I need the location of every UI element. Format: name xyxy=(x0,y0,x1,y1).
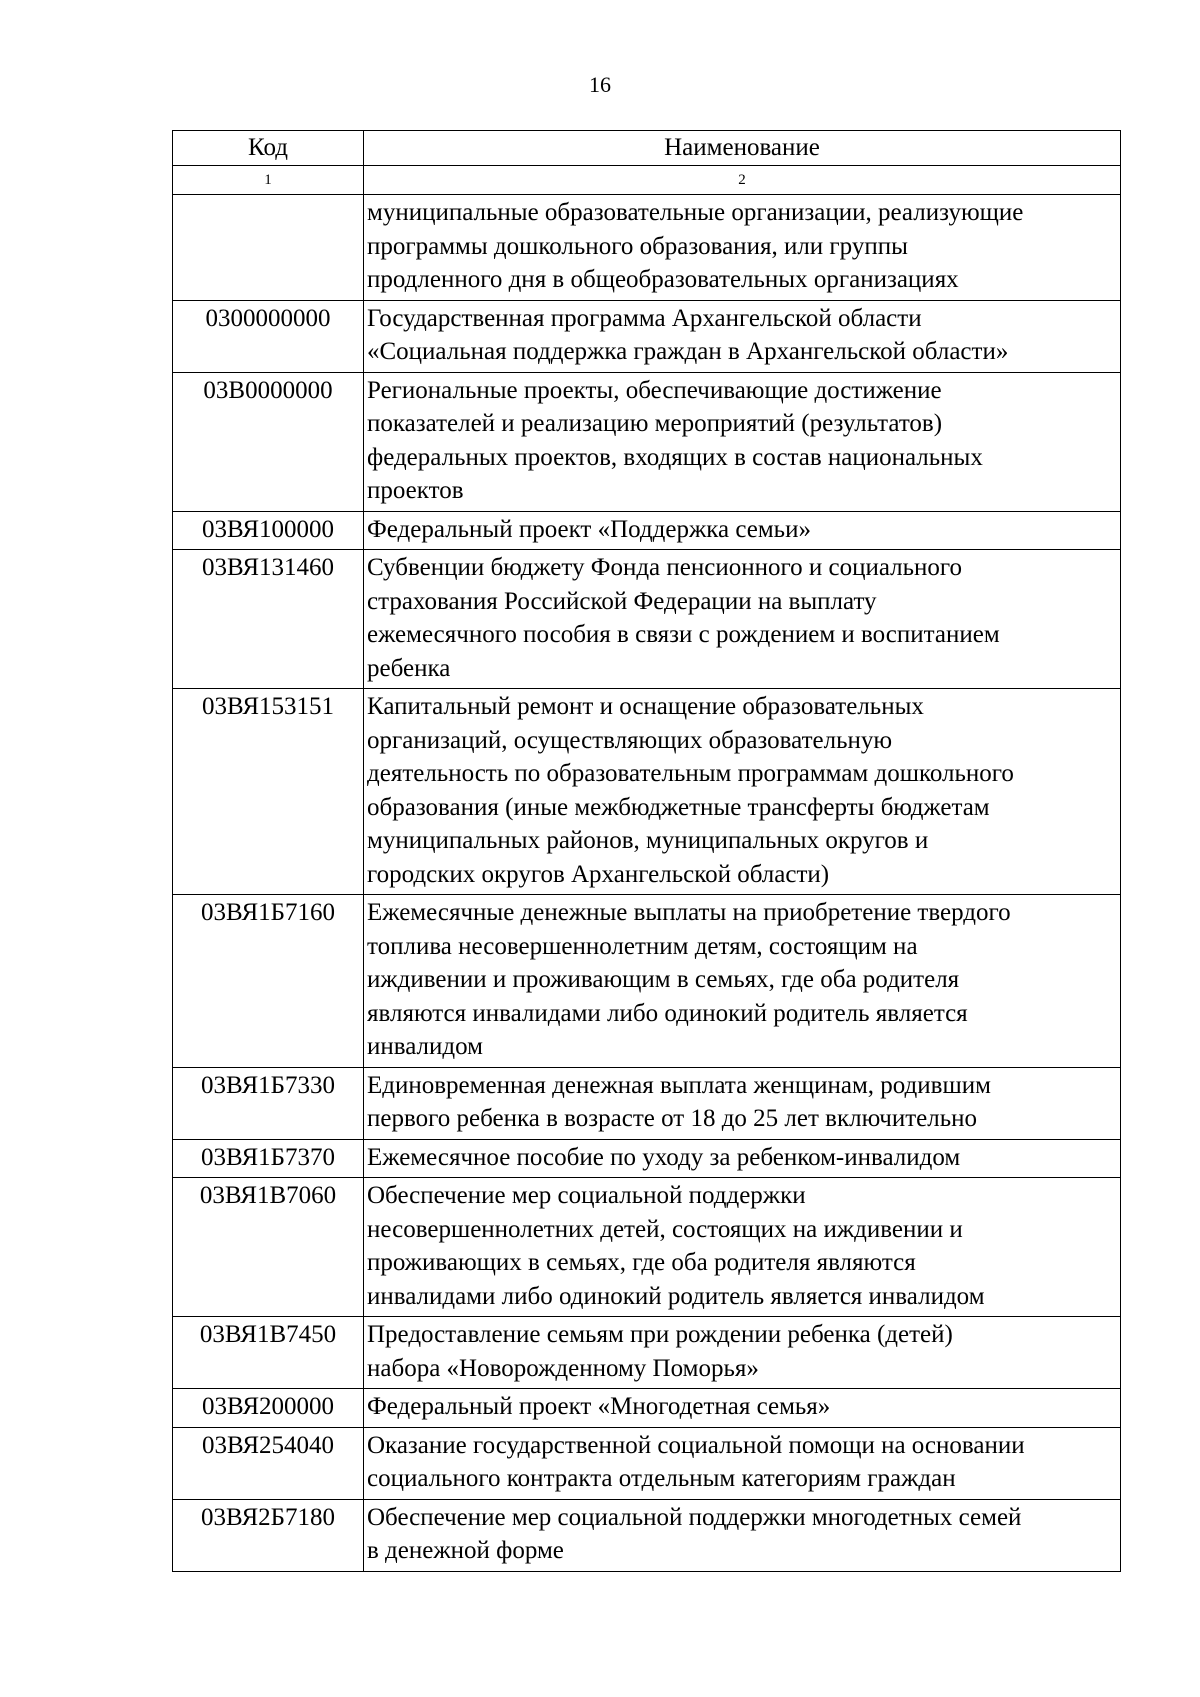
row-code-cell: 03ВЯ153151 xyxy=(173,689,364,895)
row-code-cell: 03ВЯ200000 xyxy=(173,1389,364,1428)
row-name-cell: Единовременная денежная выплата женщинам, родившим первого ребенка в возрасте от 18 до 25 лет включительно xyxy=(364,1067,1121,1139)
table-row xyxy=(173,1317,1121,1389)
table-row xyxy=(173,1178,1121,1317)
row-code-cell xyxy=(173,195,364,301)
table-row xyxy=(173,689,1121,895)
classification-table xyxy=(172,130,1121,1572)
column-header-code: Код xyxy=(173,131,364,166)
table-row xyxy=(173,372,1121,511)
table-row xyxy=(173,1427,1121,1499)
row-name-cell: Субвенции бюджету Фонда пенсионного и социального страхования Российской Федерации на выплату ежемесячного пособия в связи с рождением и воспитанием ребенка xyxy=(364,550,1121,689)
page-number: 16 xyxy=(589,72,611,97)
row-code-cell: 03ВЯ100000 xyxy=(173,511,364,550)
row-name-cell: Оказание государственной социальной помощи на основании социального контракта отдельным категориям граждан xyxy=(364,1427,1121,1499)
row-code-cell: 03ВЯ254040 xyxy=(173,1427,364,1499)
row-code-cell: 03В0000000 xyxy=(173,372,364,511)
row-code-cell: 03ВЯ1Б7370 xyxy=(173,1139,364,1178)
row-name-cell: Ежемесячное пособие по уходу за ребенком-инвалидом xyxy=(364,1139,1121,1178)
row-code-cell: 03ВЯ2Б7180 xyxy=(173,1499,364,1571)
row-name-cell: Предоставление семьям при рождении ребенка (детей) набора «Новорожденному Поморья» xyxy=(364,1317,1121,1389)
column-number-row xyxy=(173,166,1121,195)
row-code-cell: 03ВЯ1Б7160 xyxy=(173,895,364,1068)
table-row xyxy=(173,511,1121,550)
row-code-cell: 03ВЯ1В7450 xyxy=(173,1317,364,1389)
row-name-cell: Федеральный проект «Многодетная семья» xyxy=(364,1389,1121,1428)
row-code-cell: 03ВЯ131460 xyxy=(173,550,364,689)
row-code-cell: 03ВЯ1В7060 xyxy=(173,1178,364,1317)
row-name-cell: Обеспечение мер социальной поддержки несовершеннолетних детей, состоящих на иждивении и проживающих в семьях, где оба родителя являются инвалидами либо одинокий родитель является инвалидом xyxy=(364,1178,1121,1317)
table-row xyxy=(173,895,1121,1068)
table-row xyxy=(173,1499,1121,1571)
row-name-cell: Капитальный ремонт и оснащение образовательных организаций, осуществляющих образовательную деятельность по образовательным программам дошкольного образования (иные межбюджетные трансферты бюджетам муниципальных районов, муниципальных округов и городских округов Архангельской области) xyxy=(364,689,1121,895)
row-name-cell: Государственная программа Архангельской области «Социальная поддержка граждан в Архангельской области» xyxy=(364,300,1121,372)
row-name-cell: Федеральный проект «Поддержка семьи» xyxy=(364,511,1121,550)
table-row xyxy=(173,1389,1121,1428)
header-row xyxy=(173,131,1121,166)
row-name-cell: Ежемесячные денежные выплаты на приобретение твердого топлива несовершеннолетним детям, состоящим на иждивении и проживающим в семьях, где оба родителя являются инвалидами либо одинокий родитель является инвалидом xyxy=(364,895,1121,1068)
table-header xyxy=(173,131,1121,166)
table-row xyxy=(173,195,1121,301)
row-name-cell: Обеспечение мер социальной поддержки многодетных семей в денежной форме xyxy=(364,1499,1121,1571)
row-code-cell: 0300000000 xyxy=(173,300,364,372)
table-row xyxy=(173,550,1121,689)
table-body xyxy=(173,166,1121,1572)
row-code-cell: 03ВЯ1Б7330 xyxy=(173,1067,364,1139)
column-header-name: Наименование xyxy=(364,131,1121,166)
row-name-cell: Региональные проекты, обеспечивающие достижение показателей и реализацию мероприятий (результатов) федеральных проектов, входящих в состав национальных проектов xyxy=(364,372,1121,511)
table-row xyxy=(173,300,1121,372)
column-number-name: 2 xyxy=(364,166,1121,195)
column-number-code: 1 xyxy=(173,166,364,195)
table-row xyxy=(173,1139,1121,1178)
table-row xyxy=(173,1067,1121,1139)
row-name-cell: муниципальные образовательные организации, реализующие программы дошкольного образования, или группы продленного дня в общеобразовательных организациях xyxy=(364,195,1121,301)
